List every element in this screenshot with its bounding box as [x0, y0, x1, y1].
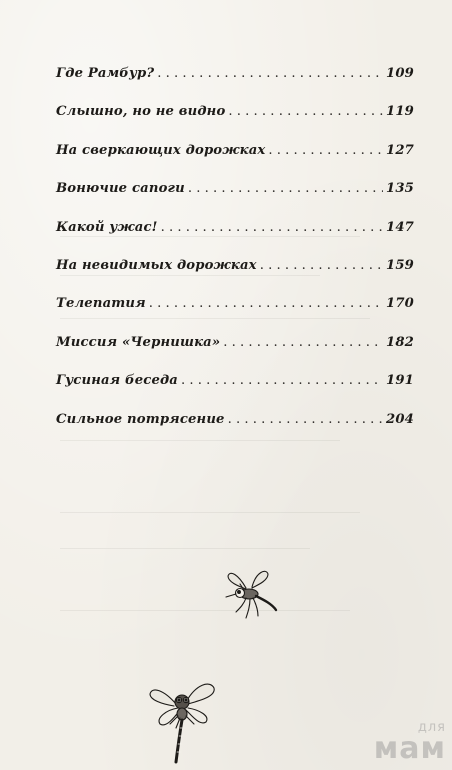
toc-entry-title: Где Рамбур? [56, 66, 155, 81]
toc-entry-title: Слышно, но не видно [56, 104, 226, 120]
toc-entry [56, 373, 414, 411]
toc-entry-title: Вонючие сапоги [56, 181, 185, 197]
watermark-logo [374, 721, 446, 764]
toc-entry-title: Телепатия [56, 296, 146, 312]
toc-entry-title: Гусиная беседа [56, 373, 179, 389]
dot-leader [181, 373, 383, 388]
toc-entry-title: На невидимых дорожках [56, 257, 257, 273]
toc-entry [56, 258, 414, 296]
watermark-bottom: мам [373, 731, 446, 766]
dot-leader [228, 104, 383, 119]
toc-entry-page: 191 [386, 373, 414, 389]
bleed-line [60, 548, 310, 549]
toc-entry [56, 296, 414, 334]
bleed-line [60, 512, 360, 513]
toc-entry-page: 135 [386, 181, 414, 197]
toc-entry-page: 182 [386, 334, 414, 350]
dot-leader [188, 181, 383, 196]
toc-entry-title: Миссия «Чернишка» [56, 334, 221, 350]
table-of-contents [56, 66, 414, 450]
toc-entry [56, 104, 414, 142]
toc-entry-page: 159 [386, 257, 414, 273]
toc-entry-page: 109 [386, 66, 414, 81]
toc-entry-page: 147 [386, 219, 414, 235]
toc-entry [56, 66, 414, 104]
dot-leader [223, 335, 383, 350]
toc-entry [56, 181, 414, 219]
toc-entry-title: Сильное потрясение [56, 411, 225, 427]
watermark-top: для [417, 720, 446, 735]
toc-entry-page: 127 [386, 142, 414, 158]
toc-entry-title: На сверкающих дорожках [56, 142, 266, 158]
toc-entry [56, 220, 414, 258]
toc-entry-page: 119 [386, 104, 414, 120]
toc-entry-title: Какой ужас! [56, 219, 158, 235]
bleed-line [60, 610, 350, 611]
dot-leader [161, 220, 383, 235]
dot-leader [228, 412, 383, 427]
toc-entry [56, 335, 414, 373]
dot-leader [260, 258, 383, 273]
mosquito-icon [222, 566, 284, 622]
toc-entry [56, 412, 414, 450]
dragonfly-icon [140, 668, 230, 768]
toc-entry-page: 204 [386, 411, 414, 427]
toc-entry [56, 143, 414, 181]
dot-leader [149, 296, 383, 311]
toc-entry-page: 170 [386, 296, 414, 312]
dot-leader [268, 143, 383, 158]
dot-leader [157, 66, 383, 81]
